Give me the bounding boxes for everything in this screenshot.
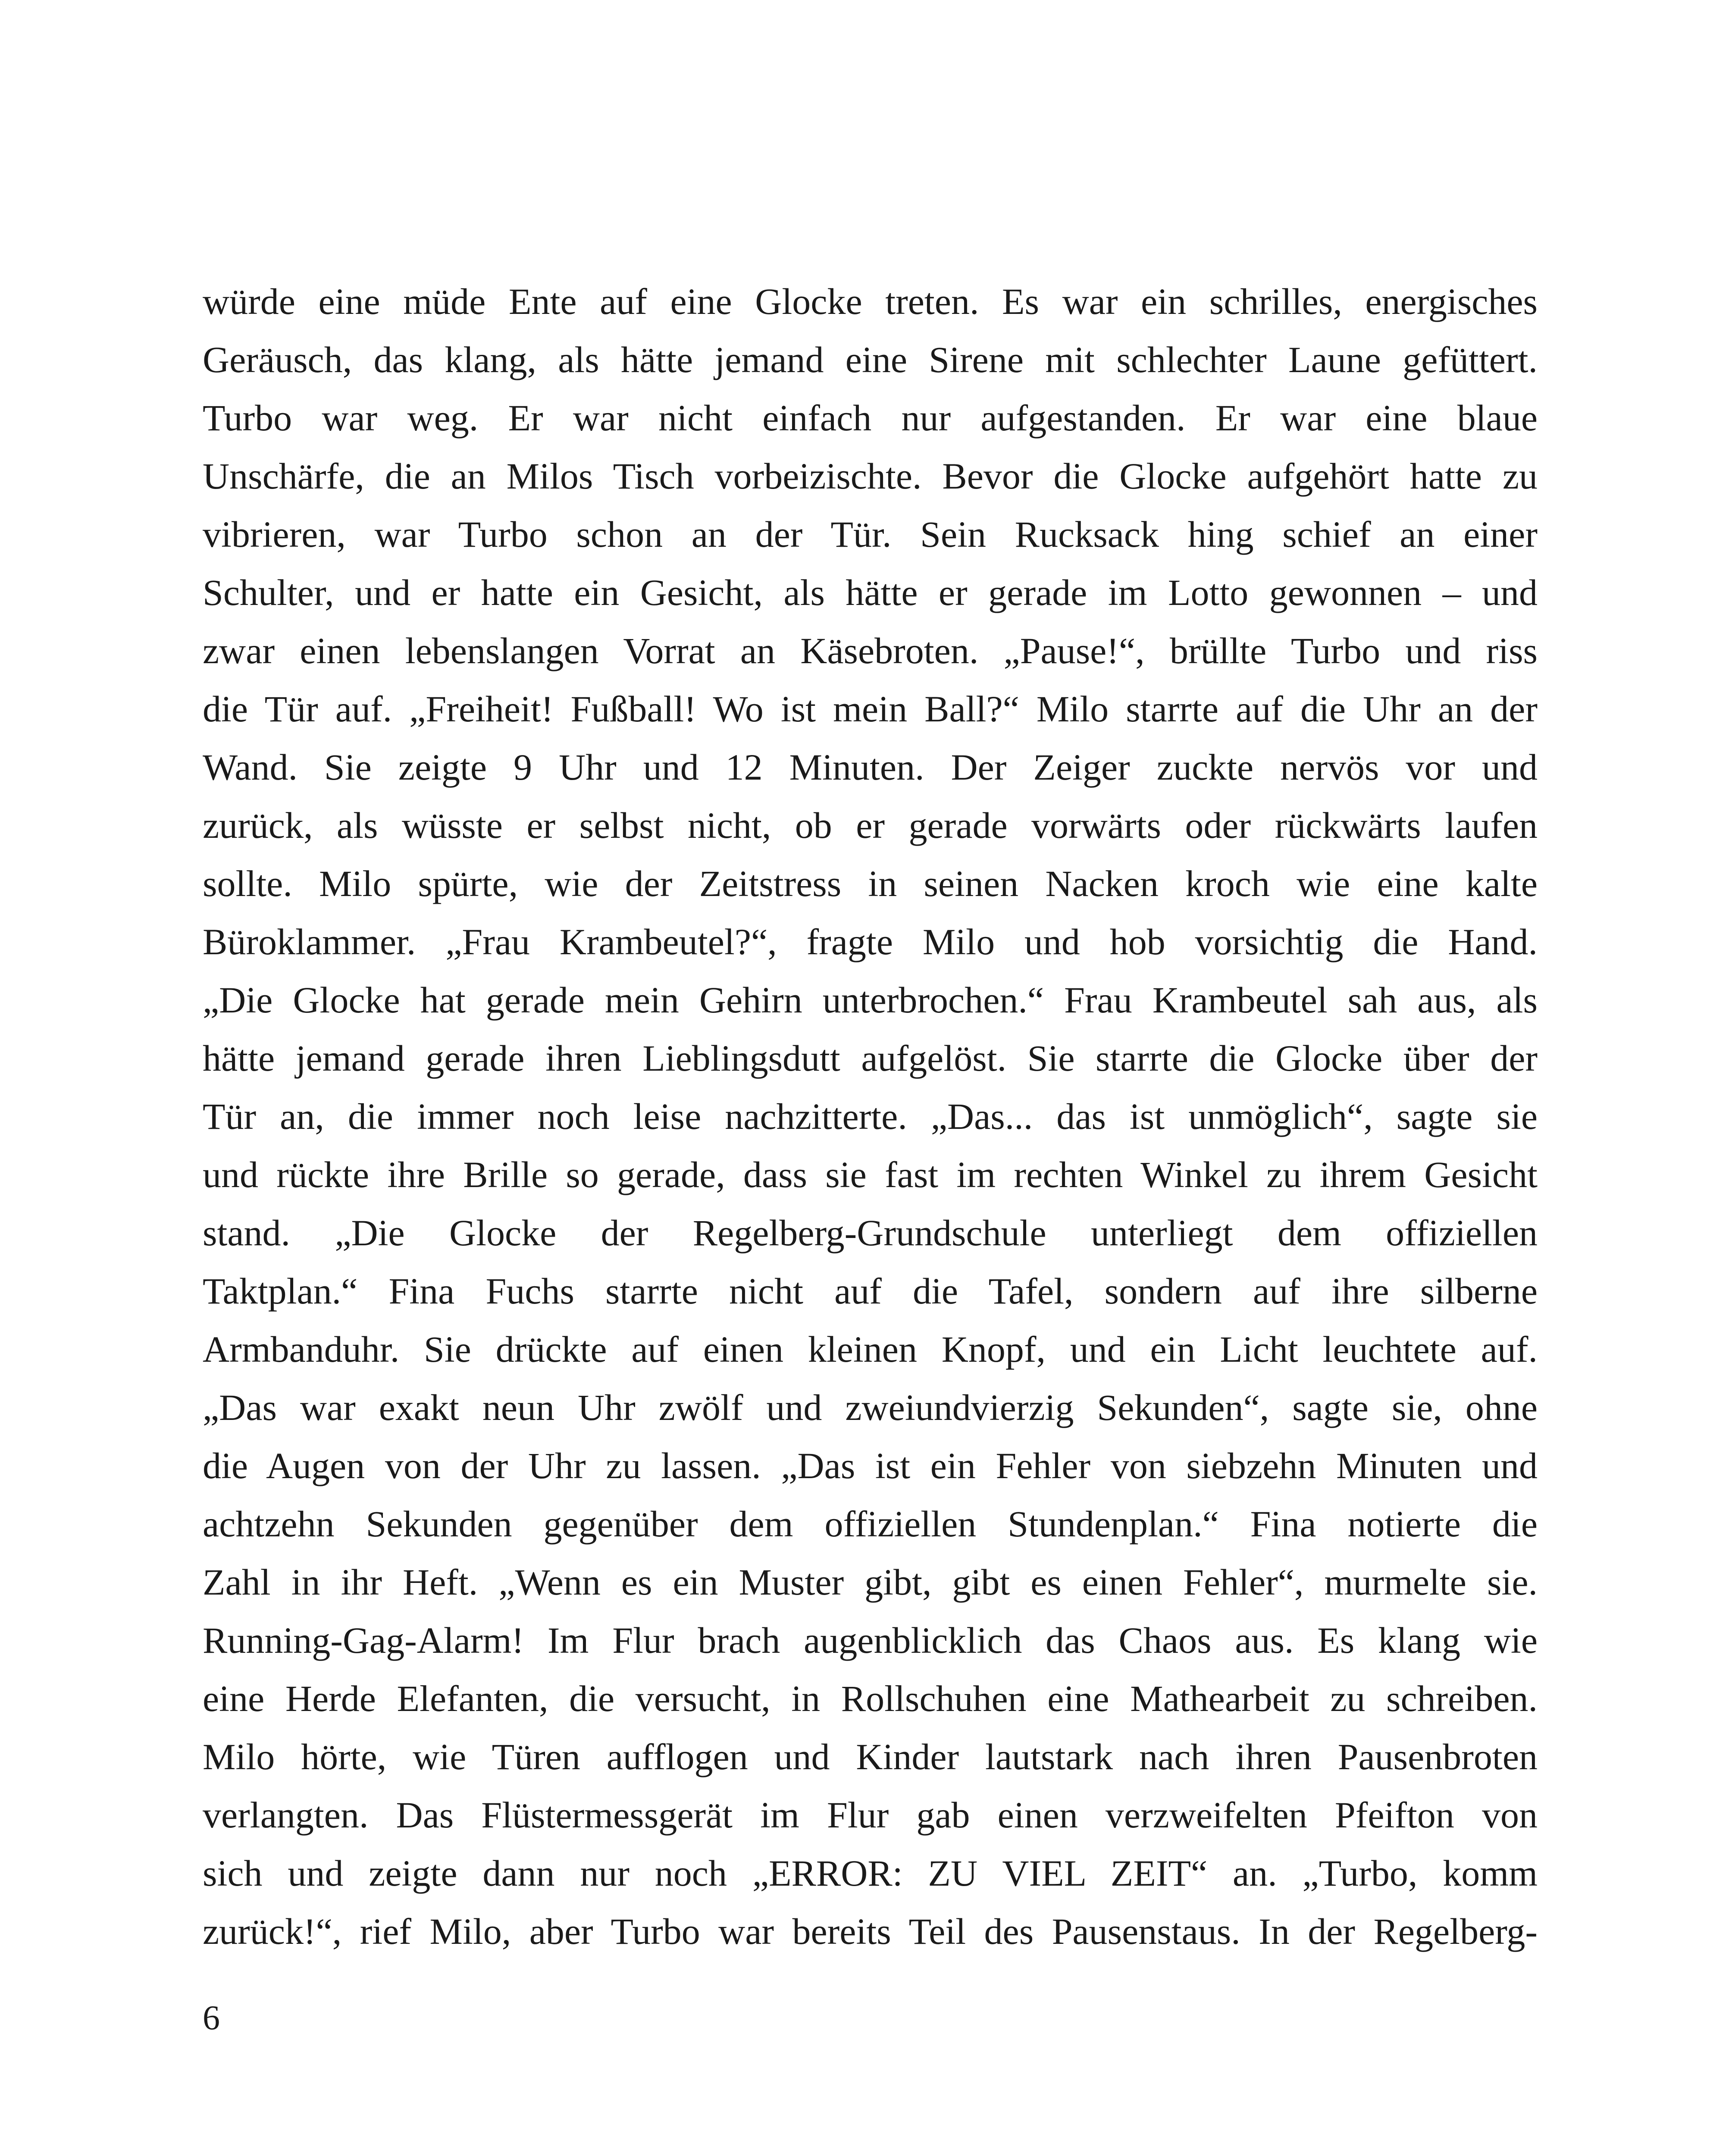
text-line: Turbo war weg. Er war nicht einfach nur aufgestanden. Er war eine blaue (203, 397, 1538, 439)
text-line: „Das war exakt neun Uhr zwölf und zweiundvierzig Sekunden“, sagte sie, ohne (203, 1387, 1538, 1428)
text-line: stand. „Die Glocke der Regelberg-Grundschule unterliegt dem offiziellen (203, 1212, 1538, 1253)
text-line: zurück, als wüsste er selbst nicht, ob er gerade vorwärts oder rückwärts laufen (203, 805, 1538, 846)
text-line: Armbanduhr. Sie drückte auf einen kleinen Knopf, und ein Licht leuchtete auf. (203, 1329, 1538, 1370)
text-line: und rückte ihre Brille so gerade, dass sie fast im rechten Winkel zu ihrem Gesicht (203, 1154, 1538, 1195)
text-line: Tür an, die immer noch leise nachzitterte. „Das... das ist unmöglich“, sagte sie (203, 1096, 1538, 1137)
text-line: sollte. Milo spürte, wie der Zeitstress in seinen Nacken kroch wie eine kalte (203, 863, 1538, 904)
text-line: eine Herde Elefanten, die versucht, in Rollschuhen eine Mathearbeit zu schreiben. (203, 1678, 1538, 1719)
text-line: Zahl in ihr Heft. „Wenn es ein Muster gibt, gibt es einen Fehler“, murmelte sie. (203, 1561, 1538, 1603)
text-line: würde eine müde Ente auf eine Glocke treten. Es war ein schrilles, energisches (203, 281, 1538, 322)
text-line: Geräusch, das klang, als hätte jemand eine Sirene mit schlechter Laune gefüttert. (203, 339, 1538, 380)
text-line: Büroklammer. „Frau Krambeutel?“, fragte Milo und hob vorsichtig die Hand. (203, 921, 1538, 962)
text-line: Schulter, und er hatte ein Gesicht, als hätte er gerade im Lotto gewonnen – und (203, 572, 1538, 613)
text-line: achtzehn Sekunden gegenüber dem offiziellen Stundenplan.“ Fina notierte die (203, 1503, 1538, 1545)
text-line: sich und zeigte dann nur noch „ERROR: ZU VIEL ZEIT“ an. „Turbo, komm (203, 1852, 1538, 1894)
text-line: Running-Gag-Alarm! Im Flur brach augenblicklich das Chaos aus. Es klang wie (203, 1620, 1538, 1661)
text-line: Wand. Sie zeigte 9 Uhr und 12 Minuten. Der Zeiger zuckte nervös vor und (203, 746, 1538, 788)
text-line: „Die Glocke hat gerade mein Gehirn unterbrochen.“ Frau Krambeutel sah aus, als (203, 979, 1538, 1021)
text-line: Milo hörte, wie Türen aufflogen und Kinder lautstark nach ihren Pausenbroten (203, 1736, 1538, 1777)
page-number: 6 (203, 1999, 220, 2037)
text-line: hätte jemand gerade ihren Lieblingsdutt aufgelöst. Sie starrte die Glocke über der (203, 1037, 1538, 1079)
text-line: Taktplan.“ Fina Fuchs starrte nicht auf die Tafel, sondern auf ihre silberne (203, 1270, 1538, 1312)
text-line: zurück!“, rief Milo, aber Turbo war bereits Teil des Pausenstaus. In der Regelberg- (203, 1911, 1538, 1952)
text-line: verlangten. Das Flüstermessgerät im Flur gab einen verzweifelten Pfeifton von (203, 1794, 1538, 1836)
text-line: Unschärfe, die an Milos Tisch vorbeizischte. Bevor die Glocke aufgehört hatte zu (203, 455, 1538, 497)
body-text (203, 273, 1538, 1961)
text-line: die Tür auf. „Freiheit! Fußball! Wo ist mein Ball?“ Milo starrte auf die Uhr an der (203, 688, 1538, 730)
text-line: vibrieren, war Turbo schon an der Tür. Sein Rucksack hing schief an einer (203, 514, 1538, 555)
text-line: zwar einen lebenslangen Vorrat an Käsebroten. „Pause!“, brüllte Turbo und riss (203, 630, 1538, 671)
text-line: die Augen von der Uhr zu lassen. „Das ist ein Fehler von siebzehn Minuten und (203, 1445, 1538, 1486)
